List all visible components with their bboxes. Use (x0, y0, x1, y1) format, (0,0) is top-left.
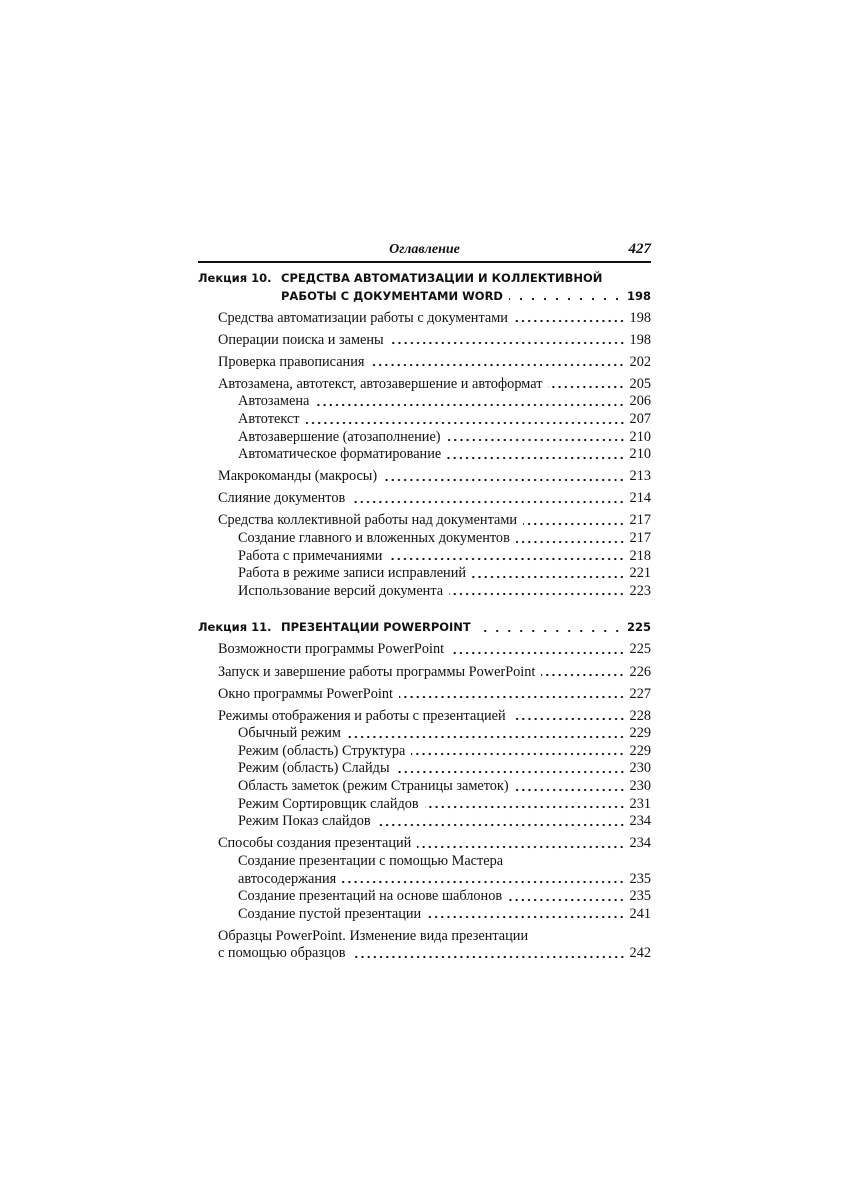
dot-leader (383, 478, 625, 482)
lecture-title-line: РАБОТЫ С ДОКУМЕНТАМИ WORD (281, 288, 503, 303)
entry-row (238, 778, 651, 796)
toc-subentry (238, 393, 651, 411)
dot-leader (352, 955, 625, 959)
toc-subentry (238, 813, 651, 831)
entry-text-line: Образцы PowerPoint. Изменение вида презентации (218, 927, 529, 944)
lecture-title (281, 619, 651, 637)
toc-subentry (238, 446, 651, 464)
toc-subentry (238, 760, 651, 778)
entry-row (238, 871, 651, 889)
entry-page: 221 (629, 565, 651, 582)
toc-subentry (238, 778, 651, 796)
entry-page: 225 (629, 641, 651, 658)
toc-entry (218, 664, 651, 682)
entry-page: 229 (629, 742, 651, 759)
dot-leader (514, 319, 625, 323)
entry-row (238, 725, 651, 743)
entry-page: 205 (629, 375, 651, 392)
toc-subentry (238, 429, 651, 447)
dot-leader (390, 341, 625, 345)
entry-row (238, 411, 651, 429)
entry-text: Слияние документов (218, 490, 346, 507)
entry-page: 210 (629, 428, 651, 445)
entry-page: 241 (629, 905, 651, 922)
dot-leader (541, 673, 625, 677)
entry-row (238, 565, 651, 583)
entry-page: 235 (629, 870, 651, 887)
entry-text: Работа с примечаниями (238, 547, 383, 564)
dot-leader (425, 805, 625, 809)
dot-leader (447, 456, 625, 460)
toc-subentry (238, 411, 651, 429)
entry-page: 207 (629, 410, 651, 427)
dot-leader (377, 823, 625, 827)
entry-page: 223 (629, 582, 651, 599)
dot-leader (477, 629, 623, 633)
dot-leader (399, 695, 625, 699)
entry-text: Работа в режиме записи исправлений (238, 565, 467, 582)
entry-text: Создание главного и вложенных документов (238, 530, 510, 547)
entry-row (238, 548, 651, 566)
toc-entry (218, 468, 651, 486)
entry-text: Средства коллективной работы над документами (218, 512, 518, 529)
entry-row (218, 686, 651, 704)
entry-row (238, 796, 651, 814)
entry-row (238, 530, 651, 548)
dot-leader (523, 522, 625, 526)
entry-page: 198 (629, 309, 651, 326)
entry-page: 231 (629, 795, 651, 812)
entry-page: 217 (629, 512, 651, 529)
entry-row (238, 583, 651, 601)
entry-row (238, 888, 651, 906)
entry-text: Автотекст (238, 410, 300, 427)
toc-subentry (238, 796, 651, 814)
entry-text: Использование версий документа (238, 582, 444, 599)
dot-leader (447, 438, 625, 442)
entry-row (218, 664, 651, 682)
entry-text: автосодержания (238, 870, 337, 887)
lecture-number: Лекция 10. (198, 271, 272, 285)
toc-subentry (238, 565, 651, 583)
toc-entry (218, 376, 651, 394)
entry-page: 230 (629, 760, 651, 777)
entry-text: Создание презентаций на основе шаблонов (238, 888, 503, 905)
dot-leader (449, 592, 625, 596)
toc-entry (218, 641, 651, 659)
lecture-title (281, 270, 651, 305)
dot-leader (342, 880, 625, 884)
entry-page: 210 (629, 446, 651, 463)
entry-text: Операции поиска и замены (218, 331, 384, 348)
lecture-title-line: СРЕДСТВА АВТОМАТИЗАЦИИ И КОЛЛЕКТИВНОЙ (281, 271, 603, 285)
entry-text: Автоматическое форматирование (238, 446, 442, 463)
toc-entry (218, 835, 651, 853)
entry-row (218, 332, 651, 350)
toc-entry (218, 310, 651, 328)
entry-text: Средства автоматизации работы с документами (218, 309, 508, 326)
toc-entry (218, 928, 651, 963)
entry-text: Проверка правописания (218, 353, 365, 370)
dot-leader (548, 385, 625, 389)
toc-subentry (238, 743, 651, 761)
toc-entry (218, 490, 651, 508)
entry-row (218, 641, 651, 659)
entry-page: 230 (629, 778, 651, 795)
entry-row (218, 835, 651, 853)
dot-leader (512, 717, 625, 721)
entry-text: Автозамена (238, 393, 310, 410)
header-title: Оглавление (389, 242, 460, 257)
lecture-page: 198 (626, 288, 651, 303)
lecture-title-row (281, 288, 651, 306)
entry-text: Область заметок (режим Страницы заметок) (238, 778, 509, 795)
entry-text: Режим (область) Структура (238, 742, 406, 759)
entry-row (238, 743, 651, 761)
entry-page: 226 (629, 663, 651, 680)
entry-text: Автозамена, автотекст, автозавершение и автоформат (218, 375, 543, 392)
entry-text: Окно программы PowerPoint (218, 685, 393, 702)
entry-row (238, 393, 651, 411)
entry-page: 198 (629, 331, 651, 348)
entry-page: 242 (629, 945, 651, 962)
entry-page: 227 (629, 685, 651, 702)
entry-row (238, 446, 651, 464)
lecture-heading (198, 270, 651, 305)
entry-text: Обычный режим (238, 725, 341, 742)
entry-text: Макрокоманды (макросы) (218, 468, 378, 485)
dot-leader (388, 557, 625, 561)
dot-leader (516, 540, 625, 544)
entry-page: 234 (629, 813, 651, 830)
entry-text: Режим Показ слайдов (238, 813, 371, 830)
entry-row (238, 906, 651, 924)
dot-leader (411, 752, 625, 756)
entry-row (218, 468, 651, 486)
entry-page: 229 (629, 725, 651, 742)
page-number: 427 (628, 241, 651, 257)
dot-leader (351, 500, 625, 504)
entry-row (238, 429, 651, 447)
entry-row (218, 354, 651, 372)
entry-text: Запуск и завершение работы программы PowerPoint (218, 663, 536, 680)
table-of-contents (198, 270, 651, 963)
toc-entry (218, 354, 651, 372)
toc-subentry (238, 725, 651, 743)
toc-subentry (238, 853, 651, 888)
entry-text: Автозавершение (атозаполнение) (238, 428, 441, 445)
entry-page: 228 (629, 707, 651, 724)
entry-text-line: Создание презентации с помощью Мастера (238, 852, 504, 869)
entry-text: Способы создания презентаций (218, 835, 412, 852)
entry-page: 217 (629, 530, 651, 547)
toc-subentry (238, 906, 651, 924)
dot-leader (396, 770, 625, 774)
dot-leader (508, 898, 625, 902)
entry-text: Возможности программы PowerPoint (218, 641, 445, 658)
lecture-title-line: ПРЕЗЕНТАЦИИ POWERPOINT (281, 620, 471, 635)
toc-entry (218, 708, 651, 726)
lecture-page: 225 (626, 620, 651, 635)
dot-leader (306, 421, 625, 425)
dot-leader (472, 575, 625, 579)
entry-page: 213 (629, 468, 651, 485)
toc-entry (218, 686, 651, 704)
entry-row (218, 310, 651, 328)
dot-leader (417, 845, 625, 849)
entry-page: 202 (629, 353, 651, 370)
dot-leader (515, 788, 625, 792)
dot-leader (370, 363, 625, 367)
entry-text: Режимы отображения и работы с презентацией (218, 707, 506, 724)
lecture-title-row (281, 619, 651, 637)
entry-text: Режим (область) Слайды (238, 760, 390, 777)
entry-page: 234 (629, 835, 651, 852)
toc-subentry (238, 888, 651, 906)
entry-text: с помощью образцов (218, 945, 346, 962)
entry-text: Режим Сортировщик слайдов (238, 795, 419, 812)
entry-row (218, 945, 651, 963)
entry-page: 218 (629, 547, 651, 564)
dot-leader (509, 297, 623, 301)
entry-row (238, 813, 651, 831)
entry-page: 214 (629, 490, 651, 507)
toc-subentry (238, 583, 651, 601)
dot-leader (315, 403, 625, 407)
dot-leader (347, 735, 625, 739)
toc-entry (218, 512, 651, 530)
entry-page: 235 (629, 888, 651, 905)
toc-subentry (238, 530, 651, 548)
toc-entry (218, 332, 651, 350)
dot-leader (427, 915, 625, 919)
running-header (198, 241, 651, 263)
toc-subentry (238, 548, 651, 566)
lecture-heading (198, 619, 651, 637)
entry-row (218, 490, 651, 508)
entry-text: Создание пустой презентации (238, 905, 422, 922)
entry-row (238, 760, 651, 778)
entry-page: 206 (629, 393, 651, 410)
lecture-number: Лекция 11. (198, 620, 272, 635)
entry-row (218, 708, 651, 726)
entry-row (218, 376, 651, 394)
dot-leader (450, 651, 625, 655)
entry-row (218, 512, 651, 530)
